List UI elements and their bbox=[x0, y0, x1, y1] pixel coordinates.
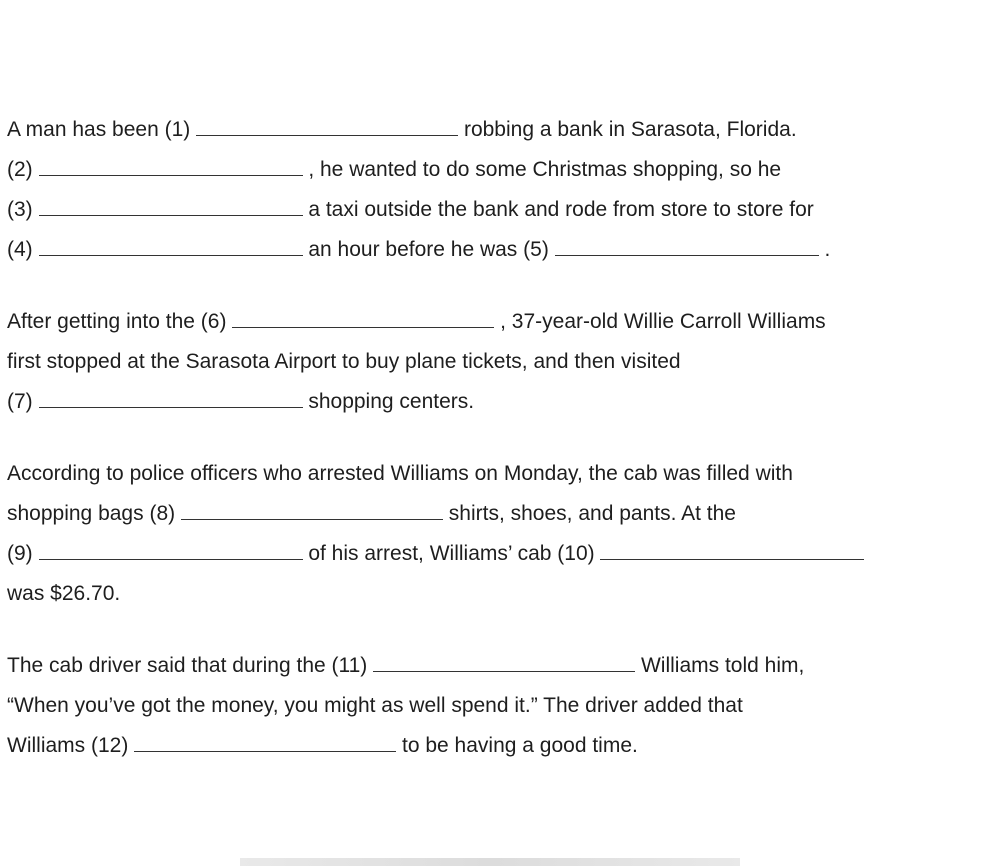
text-line-13 bbox=[7, 692, 743, 720]
text-line-5 bbox=[7, 308, 826, 336]
line-text-before: Williams (12) bbox=[7, 734, 135, 757]
blank-8[interactable] bbox=[181, 503, 443, 520]
text-line-2 bbox=[7, 156, 781, 184]
text-line-7 bbox=[7, 388, 474, 416]
blank-10[interactable] bbox=[600, 543, 864, 560]
blank-2[interactable] bbox=[39, 159, 303, 176]
line-text-after: an hour before he was (5) bbox=[302, 238, 555, 261]
blank-9[interactable] bbox=[39, 543, 303, 560]
text-line-12 bbox=[7, 652, 804, 680]
blank-6[interactable] bbox=[232, 311, 494, 328]
page-bottom-edge bbox=[240, 858, 740, 866]
text-line-14 bbox=[7, 732, 638, 760]
line-text-before: (9) bbox=[7, 542, 39, 565]
line-text: first stopped at the Sarasota Airport to buy plane tickets, and then visited bbox=[7, 350, 681, 373]
line-text-before: (3) bbox=[7, 198, 39, 221]
line-text-after: Williams told him, bbox=[635, 654, 805, 677]
line-text-after: a taxi outside the bank and rode from store to store for bbox=[302, 198, 814, 221]
text-line-8 bbox=[7, 460, 793, 488]
line-text-after: , he wanted to do some Christmas shopping, so he bbox=[302, 158, 782, 181]
line-text-before: (7) bbox=[7, 390, 39, 413]
blank-4[interactable] bbox=[39, 239, 303, 256]
line-text: was $26.70. bbox=[7, 582, 121, 605]
text-line-4 bbox=[7, 236, 830, 264]
text-line-10 bbox=[7, 540, 864, 568]
line-text-before: The cab driver said that during the (11) bbox=[7, 654, 374, 677]
line-text-before: A man has been (1) bbox=[7, 118, 197, 141]
line-text-after: shirts, shoes, and pants. At the bbox=[442, 502, 736, 525]
line-text-before: (2) bbox=[7, 158, 39, 181]
line-text-after: to be having a good time. bbox=[396, 734, 638, 757]
blank-12[interactable] bbox=[134, 735, 396, 752]
line-text: According to police officers who arrested Williams on Monday, the cab was filled with bbox=[7, 462, 793, 485]
line-text-after: of his arrest, Williams’ cab (10) bbox=[302, 542, 601, 565]
line-text-after: . bbox=[818, 238, 831, 261]
blank-1[interactable] bbox=[196, 119, 458, 136]
text-line-1 bbox=[7, 116, 797, 144]
line-text-after: , 37-year-old Willie Carroll Williams bbox=[494, 310, 826, 333]
blank-11[interactable] bbox=[373, 655, 635, 672]
text-line-11 bbox=[7, 580, 120, 608]
line-text-after: shopping centers. bbox=[302, 390, 475, 413]
line-text-before: (4) bbox=[7, 238, 39, 261]
blank-3[interactable] bbox=[39, 199, 303, 216]
line-text: “When you’ve got the money, you might as well spend it.” The driver added that bbox=[7, 694, 743, 717]
line-text-before: After getting into the (6) bbox=[7, 310, 233, 333]
blank-7[interactable] bbox=[39, 391, 303, 408]
text-line-6 bbox=[7, 348, 681, 376]
line-text-after: robbing a bank in Sarasota, Florida. bbox=[458, 118, 797, 141]
text-line-3 bbox=[7, 196, 814, 224]
text-line-9 bbox=[7, 500, 736, 528]
blank-5[interactable] bbox=[555, 239, 819, 256]
line-text-before: shopping bags (8) bbox=[7, 502, 181, 525]
